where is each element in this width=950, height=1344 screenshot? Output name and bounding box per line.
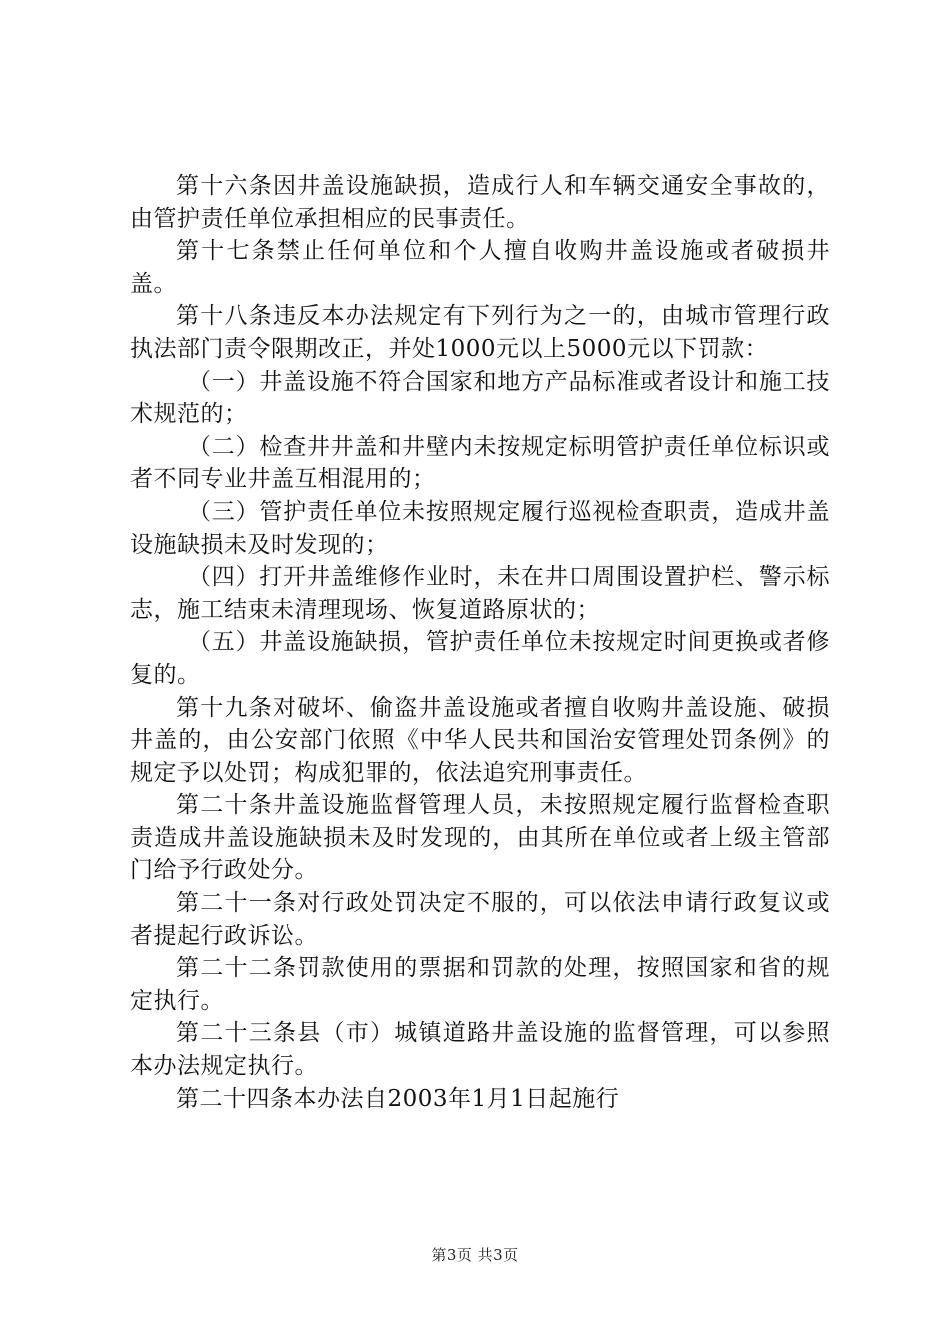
article-19: 第十九条对破坏、偷盗井盖设施或者擅自收购井盖设施、破损井盖的，由公安部门依照《中华人民共和国治安管理处罚条例》的规定予以处罚；构成犯罪的，依法追究刑事责任。 — [130, 694, 830, 786]
article-18-item-2: （二）检查井井盖和井壁内未按规定标明管护责任单位标识或者不同专业井盖互相混用的； — [130, 433, 830, 493]
article-18-item-3: （三）管护责任单位未按照规定履行巡视检查职责，造成井盖设施缺损未及时发现的； — [130, 498, 830, 558]
article-18-item-4: （四）打开井盖维修作业时，未在井口周围设置护栏、警示标志，施工结束未清理现场、恢复道路原状的； — [130, 564, 830, 623]
article-20: 第二十条井盖设施监督管理人员，未按照规定履行监督检查职责造成井盖设施缺损未及时发现的，由其所在单位或者上级主管部门给予行政处分。 — [130, 792, 830, 884]
article-22: 第二十二条罚款使用的票据和罚款的处理，按照国家和省的规定执行。 — [130, 955, 830, 1014]
article-23: 第二十三条县（市）城镇道路井盖设施的监督管理，可以参照本办法规定执行。 — [130, 1020, 830, 1080]
article-21: 第二十一条对行政处罚决定不服的，可以依法申请行政复议或者提起行政诉讼。 — [130, 890, 830, 949]
document-body — [130, 170, 830, 1115]
article-24: 第二十四条本办法自2003年1月1日起施行 — [176, 1085, 620, 1112]
article-18-item-1: （一）井盖设施不符合国家和地方产品标准或者设计和施工技术规范的； — [130, 368, 830, 428]
article-18-item-5: （五）井盖设施缺损，管护责任单位未按规定时间更换或者修复的。 — [130, 629, 830, 688]
article-17: 第十七条禁止任何单位和个人擅自收购井盖设施或者破损井盖。 — [130, 238, 830, 297]
page-footer: 第3页 共3页 — [431, 1246, 519, 1264]
article-16: 第十六条因井盖设施缺损，造成行人和车辆交通安全事故的，由管护责任单位承担相应的民事责任。 — [130, 173, 830, 232]
article-18: 第十八条违反本办法规定有下列行为之一的，由城市管理行政执法部门责令限期改正，并处1000元以上5000元以下罚款： — [130, 303, 830, 362]
